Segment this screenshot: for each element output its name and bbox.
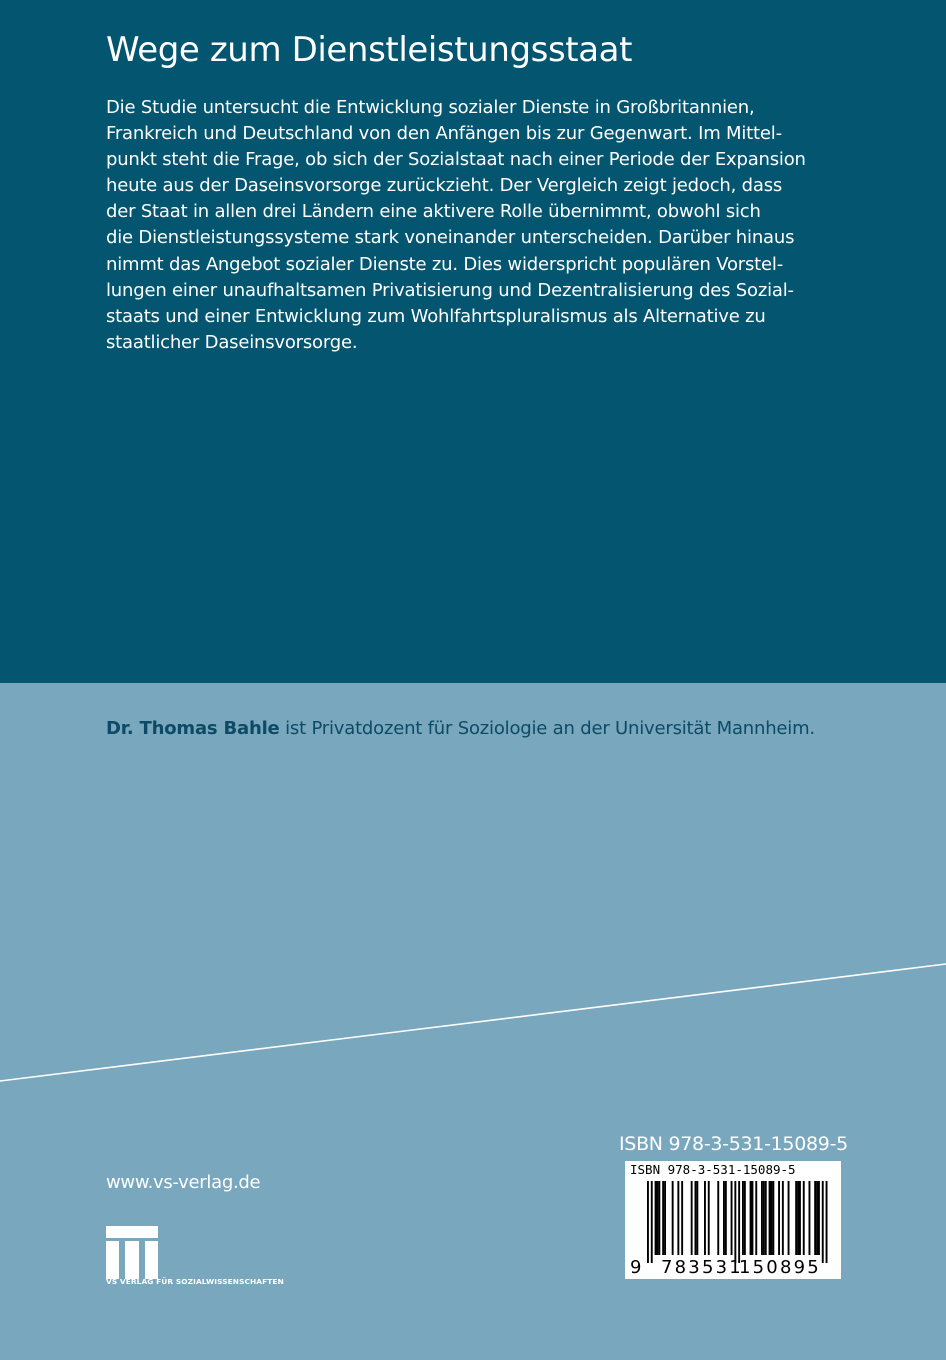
barcode-bar	[744, 1181, 746, 1255]
barcode-bar	[664, 1181, 666, 1255]
barcode-bar	[708, 1181, 710, 1255]
barcode-bar	[771, 1181, 773, 1255]
barcode-bar	[672, 1181, 674, 1255]
blurb-line: heute aus der Daseinsvorsorge zurückzieht. Der Vergleich zeigt jedoch, dass	[106, 175, 783, 197]
barcode-bar	[763, 1181, 765, 1255]
barcode-bar	[752, 1181, 754, 1255]
barcode-bar	[655, 1181, 657, 1255]
barcode-digit-first: 9	[630, 1257, 642, 1278]
book-title: Wege zum Dienstleistungsstaat	[106, 30, 633, 70]
barcode-bar	[677, 1181, 679, 1255]
blurb-line: lungen einer unaufhaltsamen Privatisierung und Dezentralisierung des Sozial-	[106, 279, 794, 301]
isbn-barcode	[625, 1161, 841, 1279]
barcode-bar	[814, 1181, 816, 1255]
barcode-bar	[772, 1181, 774, 1255]
barcode-guard-bar	[647, 1181, 649, 1263]
barcode-bar	[797, 1181, 799, 1255]
blurb-line: der Staat in allen drei Ländern eine aktivere Rolle übernimmt, obwohl sich	[106, 201, 761, 223]
barcode-bar	[658, 1181, 660, 1255]
blurb-paragraph	[106, 95, 826, 356]
diagonal-divider-line	[0, 960, 946, 1085]
barcode-bar	[778, 1181, 780, 1255]
barcode-bar	[696, 1181, 698, 1255]
barcode-bar	[809, 1181, 811, 1255]
author-bio	[106, 718, 815, 739]
author-name: Dr. Thomas Bahle	[106, 718, 280, 739]
barcode-bar	[662, 1181, 664, 1255]
publisher-name: VS VERLAG FÜR SOZIALWISSENSCHAFTEN	[106, 1277, 284, 1286]
barcode-bar	[755, 1181, 757, 1255]
barcode-bar	[723, 1181, 725, 1255]
barcode-guard-bar	[738, 1181, 740, 1263]
isbn-label: ISBN 978-3-531-15089-5	[619, 1133, 848, 1155]
barcode-guard-bar	[822, 1181, 824, 1263]
barcode-isbn-text: ISBN 978-3-531-15089-5	[630, 1162, 796, 1177]
blurb-line: Frankreich und Deutschland von den Anfängen bis zur Gegenwart. Im Mittel-	[106, 123, 782, 145]
barcode-bar	[742, 1181, 744, 1255]
barcode-bar	[795, 1181, 797, 1255]
barcode-guard-bar	[651, 1181, 653, 1263]
barcode-bar	[695, 1181, 697, 1255]
blurb-line: punkt steht die Frage, ob sich der Sozialstaat nach einer Periode der Expansion	[106, 149, 806, 171]
author-description: ist Privatdozent für Soziologie an der Universität Mannheim.	[279, 718, 815, 739]
barcode-digits-left: 783531	[661, 1257, 743, 1278]
blurb-line: nimmt das Angebot sozialer Dienste zu. Dies widerspricht populären Vorstel-	[106, 253, 783, 275]
barcode-guard-bar	[826, 1181, 828, 1263]
barcode-bar	[765, 1181, 767, 1255]
barcode-bar	[657, 1181, 659, 1255]
blurb-line: staatlicher Daseinsvorsorge.	[106, 331, 358, 353]
barcode-guard-bar	[734, 1181, 736, 1263]
barcode-bar	[731, 1181, 733, 1255]
barcode-bar	[816, 1181, 818, 1255]
barcode-bar	[717, 1181, 719, 1255]
barcode-bar	[750, 1181, 752, 1255]
blurb-line: die Dienstleistungssysteme stark voneinander unterscheiden. Darüber hinaus	[106, 227, 795, 249]
barcode-bar	[691, 1181, 693, 1255]
barcode-bar	[782, 1181, 784, 1255]
barcode-bar	[725, 1181, 727, 1255]
barcode-bar	[704, 1181, 706, 1255]
barcode-bar	[761, 1181, 763, 1255]
barcode-bar	[788, 1181, 790, 1255]
publisher-website: www.vs-verlag.de	[106, 1172, 261, 1193]
barcode-bar	[818, 1181, 820, 1255]
barcode-digits-right: 150895	[739, 1257, 821, 1278]
barcode-bar	[769, 1181, 771, 1255]
barcode-bar	[803, 1181, 805, 1255]
blurb-line: Die Studie untersucht die Entwicklung sozialer Dienste in Großbritannien,	[106, 97, 755, 118]
blurb-line: staats und einer Entwicklung zum Wohlfahrtspluralismus als Alternative zu	[106, 305, 766, 327]
barcode-bar	[681, 1181, 683, 1255]
barcode-bar	[799, 1181, 801, 1255]
